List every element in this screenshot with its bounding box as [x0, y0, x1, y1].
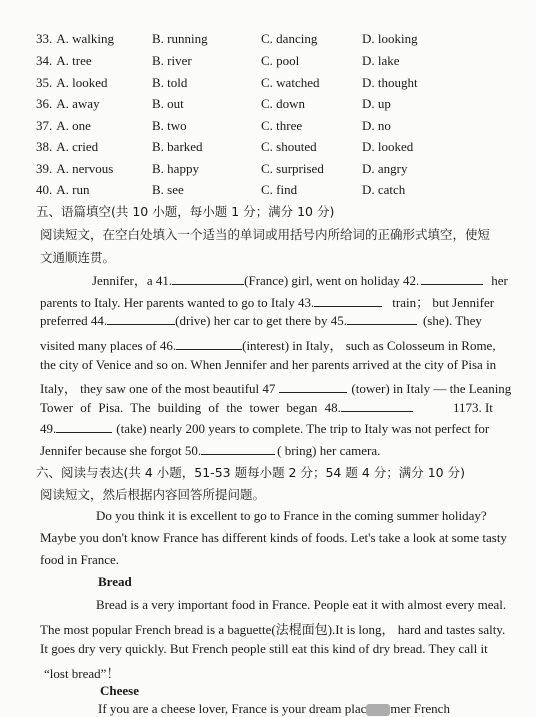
option-c[interactable]: C. three — [261, 118, 303, 133]
option-row — [0, 96, 536, 118]
option-row — [0, 53, 536, 75]
option-b[interactable]: B. see — [152, 182, 184, 197]
option-b[interactable]: B. told — [152, 75, 188, 90]
option-a[interactable]: A. cried — [56, 139, 99, 154]
option-d[interactable]: D. catch — [362, 182, 406, 197]
question-number: 35. — [36, 75, 53, 90]
section5-heading: 五、语篇填空(共 10 小题，每小题 1 分；满分 10 分) — [36, 204, 335, 219]
blank-42[interactable] — [421, 273, 483, 285]
option-c[interactable]: C. shouted — [261, 139, 317, 154]
option-a-wrap — [36, 118, 91, 134]
blank-41[interactable] — [172, 273, 244, 285]
subheading-cheese: Cheese — [100, 683, 139, 698]
section6-instruction: 阅读短文，然后根据内容回答所提问题。 — [40, 487, 266, 502]
option-d[interactable]: D. no — [362, 118, 391, 133]
passage-line-7: Tower of Pisa. The building of the tower began 48. 1173. It — [40, 400, 493, 415]
question-number: 36. — [36, 96, 53, 111]
option-row — [0, 139, 536, 161]
blank-50[interactable] — [201, 443, 275, 455]
subheading-bread: Bread — [98, 574, 132, 589]
reading-line-2: Maybe you don't know France has different kinds of foods. Let's take a look at some tasty — [40, 530, 507, 545]
option-row — [0, 182, 536, 204]
option-a[interactable]: A. looked — [56, 75, 108, 90]
reading-line-3: food in France. — [40, 552, 120, 567]
option-a[interactable]: A. one — [56, 118, 91, 133]
blank-48[interactable] — [341, 400, 413, 412]
option-d[interactable]: D. up — [362, 96, 391, 111]
smudge-mark — [366, 704, 390, 716]
blank-46[interactable] — [176, 338, 242, 350]
passage-line-4: visited many places of 46. (interest) in Italy， such as Colosseum in Rome, — [40, 338, 496, 353]
blank-45[interactable] — [347, 313, 417, 325]
section5-instruction-2: 文通顺连贯。 — [40, 250, 116, 265]
option-d[interactable]: D. lake — [362, 53, 400, 68]
option-a[interactable]: A. tree — [56, 53, 92, 68]
option-c[interactable]: C. dancing — [261, 31, 318, 46]
option-d[interactable]: D. thought — [362, 75, 418, 90]
option-c[interactable]: C. pool — [261, 53, 300, 68]
option-a[interactable]: A. run — [56, 182, 90, 197]
option-b[interactable]: B. out — [152, 96, 184, 111]
section6-heading: 六、阅读与表达(共 4 小题，51-53 题每小题 2 分；54 题 4 分；满分 10 分) — [36, 465, 465, 480]
option-d[interactable]: D. angry — [362, 161, 408, 176]
option-c[interactable]: C. surprised — [261, 161, 324, 176]
question-number: 37. — [36, 118, 53, 133]
option-a-wrap — [36, 31, 114, 47]
section5-instruction-1: 阅读短文，在空白处填入一个适当的单词或用括号内所给词的正确形式填空，使短 — [40, 227, 491, 242]
option-b[interactable]: B. two — [152, 118, 187, 133]
reading-line-8: If you are a cheese lover, France is your dream plac mer French — [98, 701, 450, 716]
option-c[interactable]: C. down — [261, 96, 306, 111]
option-row — [0, 75, 536, 97]
option-a[interactable]: A. walking — [56, 31, 115, 46]
option-c[interactable]: C. find — [261, 182, 298, 197]
passage-line-9: Jennifer because she forgot 50. ( bring) her camera. — [40, 443, 381, 458]
passage-line-2: parents to Italy. Her parents wanted to go to Italy 43. train； but Jennifer — [40, 295, 495, 310]
option-a-wrap — [36, 75, 108, 91]
option-a-wrap — [36, 161, 113, 177]
reading-line-5: The most popular French bread is a baguette(法棍面包).It is long， hard and tastes salty. — [40, 622, 506, 637]
option-a[interactable]: A. nervous — [56, 161, 114, 176]
question-number: 38. — [36, 139, 53, 154]
option-a[interactable]: A. away — [56, 96, 100, 111]
passage-line-8: 49. (take) nearly 200 years to complete. The trip to Italy was not perfect for — [40, 421, 490, 436]
blank-49[interactable] — [56, 421, 112, 433]
option-b[interactable]: B. barked — [152, 139, 203, 154]
option-d[interactable]: D. looking — [362, 31, 418, 46]
option-a-wrap — [36, 182, 89, 198]
option-d[interactable]: D. looked — [362, 139, 414, 154]
reading-line-6: It goes dry very quickly. But French people still eat this kind of dry bread. They call it — [40, 641, 488, 656]
option-c[interactable]: C. watched — [261, 75, 320, 90]
blank-43[interactable] — [314, 295, 382, 307]
blank-47[interactable] — [279, 381, 347, 393]
passage-line-6: Italy， they saw one of the most beautiful 47 (tower) in Italy — the Leaning — [40, 381, 512, 396]
reading-line-7: “lost bread”！ — [44, 666, 120, 681]
option-b[interactable]: B. happy — [152, 161, 199, 176]
passage-line-1: Jennifer，a 41. (France) girl, went on holiday 42. her — [92, 273, 508, 288]
reading-line-4: Bread is a very important food in France. People eat it with almost every meal. — [96, 597, 507, 612]
question-number: 39. — [36, 161, 53, 176]
option-row — [0, 161, 536, 183]
reading-line-1: Do you think it is excellent to go to France in the coming summer holiday? — [96, 508, 487, 523]
option-row — [0, 118, 536, 140]
blank-44[interactable] — [107, 313, 175, 325]
passage-line-3: preferred 44. (drive) her car to get there by 45. (she). They — [40, 313, 482, 328]
question-number: 33. — [36, 31, 53, 46]
passage-line-5: the city of Venice and so on. When Jennifer and her parents arrived at the city of Pisa in — [40, 357, 497, 372]
option-b[interactable]: B. running — [152, 31, 208, 46]
question-number: 34. — [36, 53, 53, 68]
question-number: 40. — [36, 182, 53, 197]
option-a-wrap — [36, 139, 98, 155]
option-row — [0, 31, 536, 53]
option-a-wrap — [36, 53, 92, 69]
option-a-wrap — [36, 96, 100, 112]
option-b[interactable]: B. river — [152, 53, 192, 68]
